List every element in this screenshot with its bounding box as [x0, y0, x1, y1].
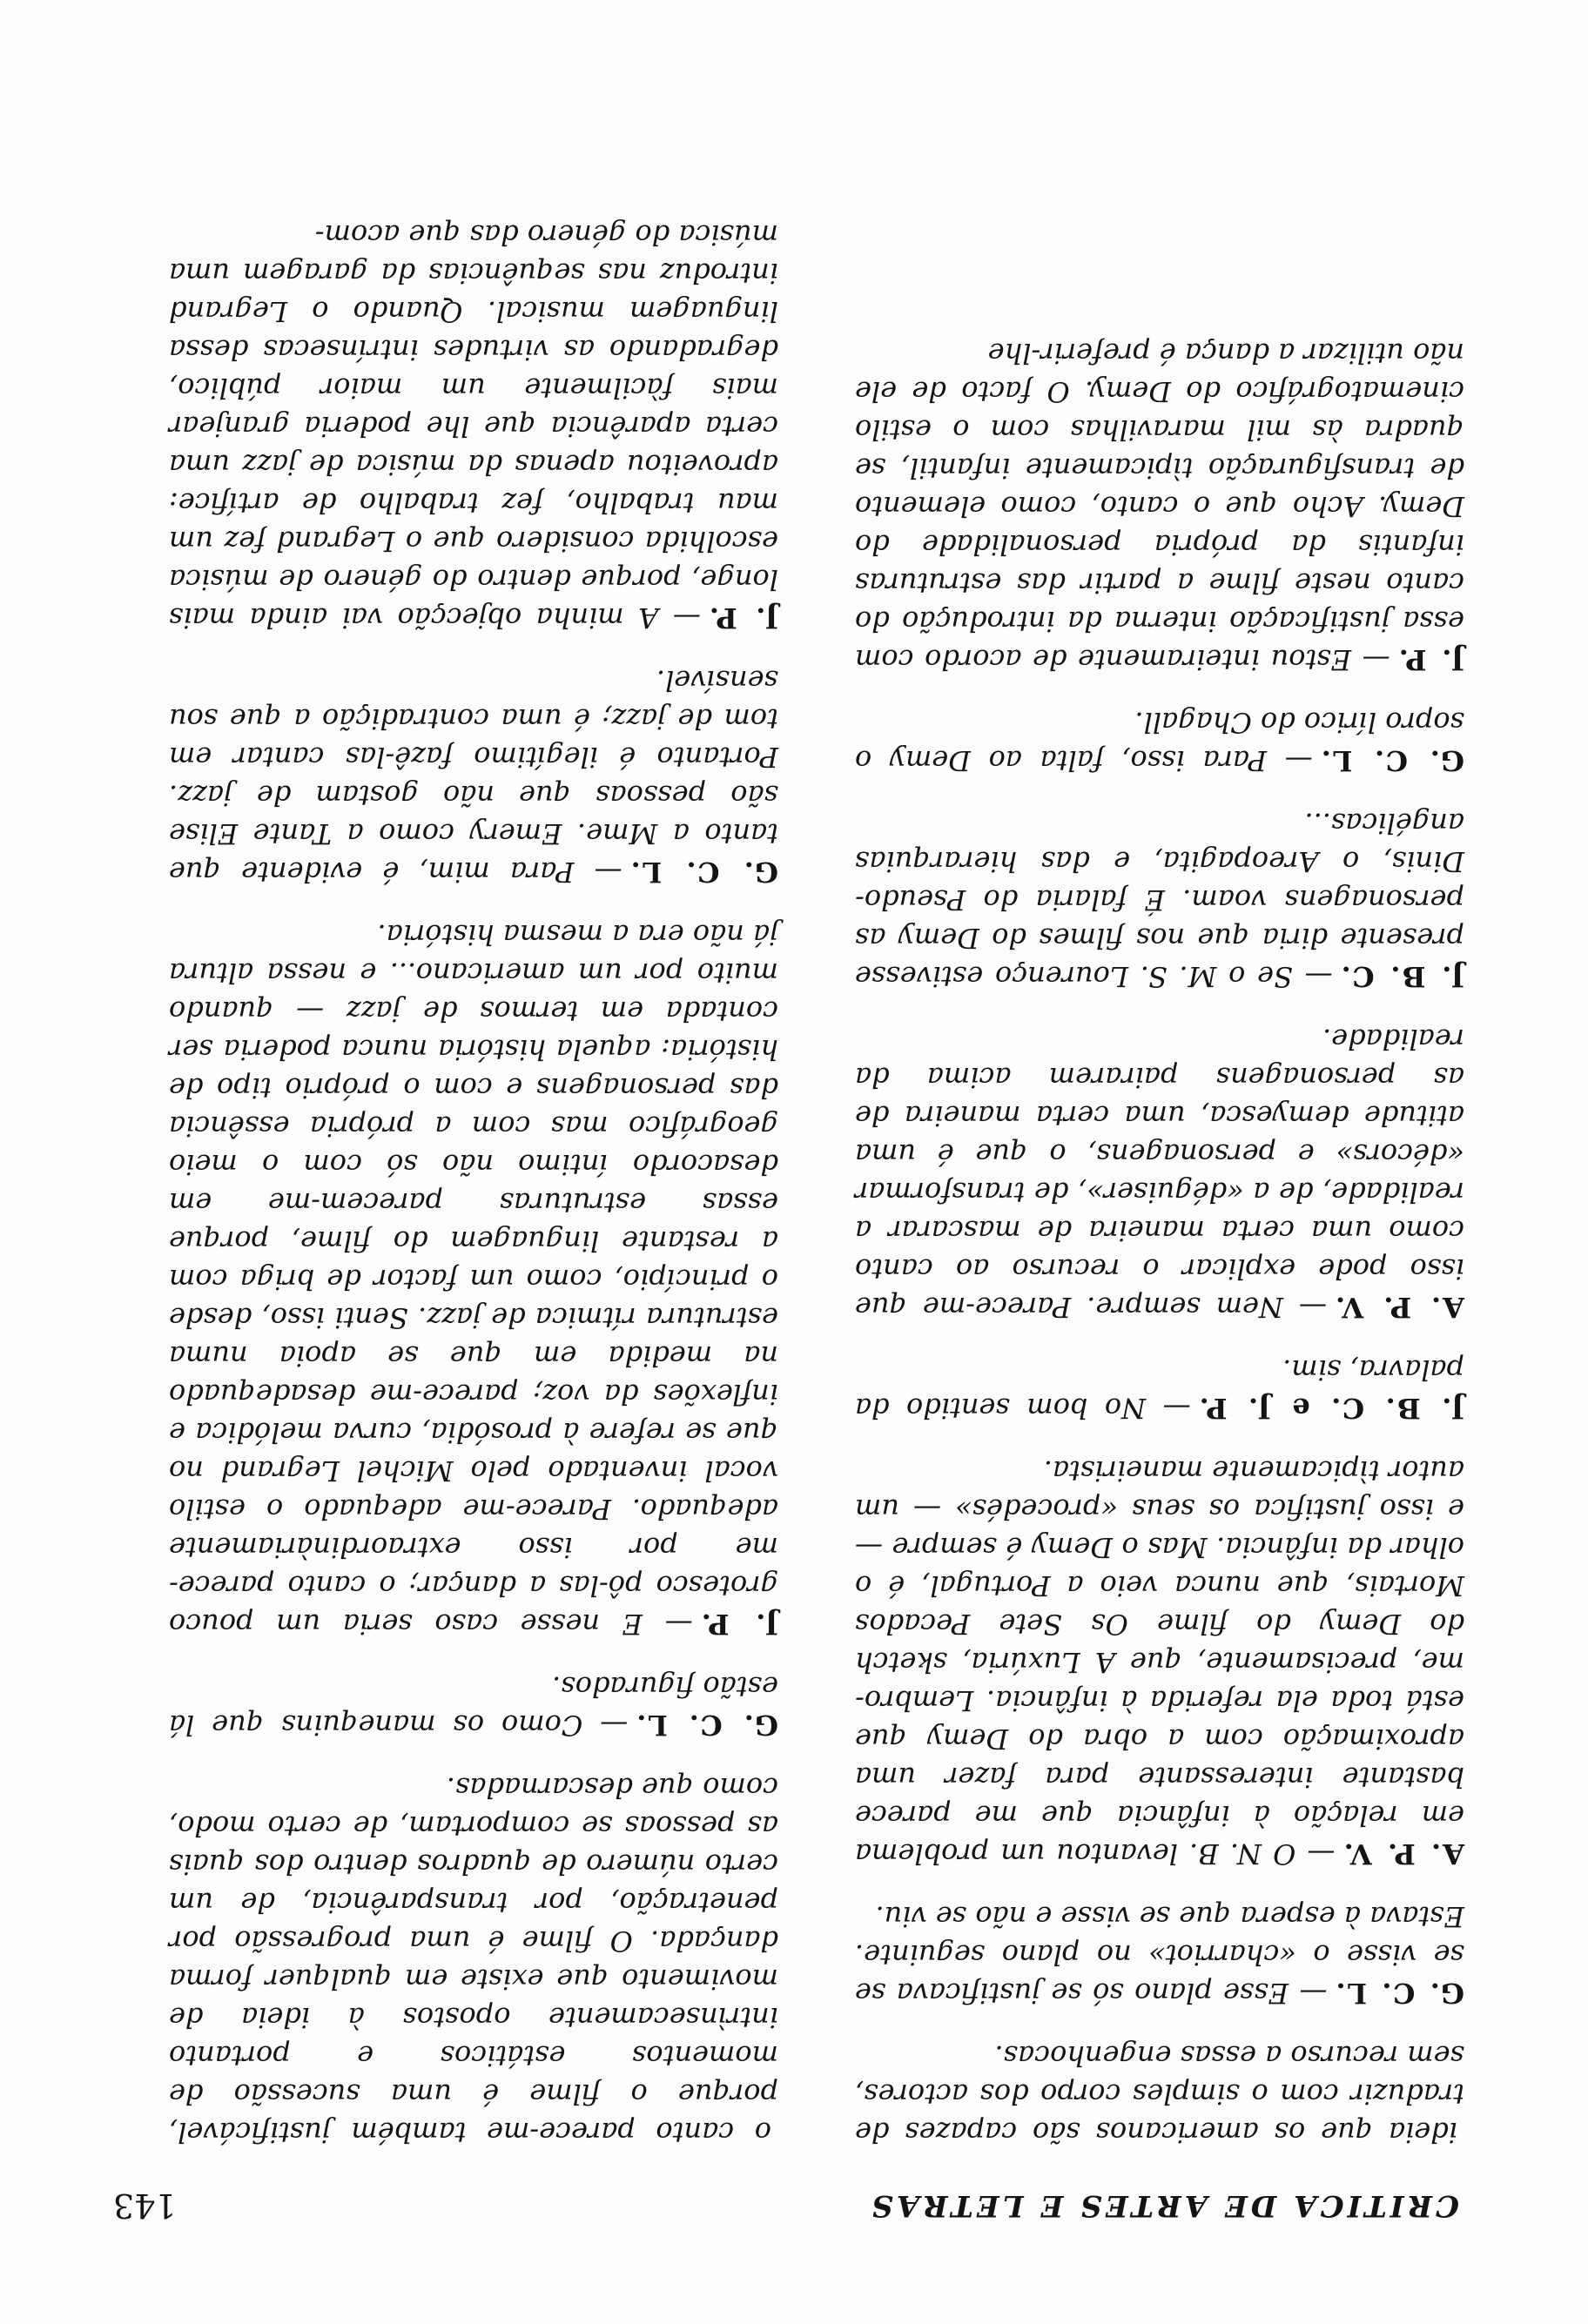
paragraph [169, 1769, 778, 2152]
running-title: CRITICA DE ARTES E LETRAS [868, 2188, 1459, 2223]
paragraph-text: — Como os manequins que lá estão figurados. [168, 1670, 778, 1742]
paragraph [169, 1668, 778, 1744]
paragraph [855, 1351, 1464, 1427]
speaker-label: J. B. C. [1339, 960, 1464, 993]
speaker-label: J. P. [1396, 643, 1464, 676]
speaker-label: A. P. V. [1342, 1837, 1464, 1871]
paragraph [855, 1897, 1464, 2012]
paragraph-text: — O N. B. levantou um problema em relação à infância que me parece bastante interessante para fazer uma aproximação com a obra do Demy que está toda ela referida à infância. Lembro-me, precisamente, que A Luxúria, sketch do Demy do filme Os Sete Pecados Mortais, que nunca veio a Portugal, é o olhar da infância. Mas o Demy é sempre — e isso justifica os seus «procedés» — um autor tìpicamente maneirista. [854, 1454, 1464, 1871]
paragraph-text: — No bom sentido da palavra, sim. [854, 1353, 1464, 1425]
paragraph-text: — E nesse caso seria um pouco grotesco pô-las a dançar; o canto parece-me por isso extraordinàriamente adequado. Parece-me adequado o estilo vocal inventado pelo Michel Legrand no que se refere à prosódia, curva melódica e inflexões da voz; parece-me desadequado na medida em que se apoia numa estrutura rítmica de jazz. Senti isso, desde o princípio, como um factor de briga com a restante linguagem do filme, porque essas estruturas parecem-me em desacordo íntimo não só com o meio geográfico mas com a própria essência das personagens e com o próprio tipo de história: aquela história nunca poderia ser contada em termos de jazz — quando muito por um americano... e nessa altura já não era a mesma história. [169, 918, 778, 1641]
speaker-label: J. P. [699, 1608, 778, 1641]
paragraph [855, 2037, 1464, 2152]
paragraph-text: — Estou inteiramente de acordo com essa justificação interna da introdução do canto neste filme a partir das estruturas infantis da própria personalidade do Demy. Acho que o canto, como elemento de transfiguração tìpicamente infantil, se quadra às mil maravilhas com o estilo cinematográfico do Demy. O facto de ele não utilizar a dança é preferir-lhe [854, 337, 1464, 676]
paragraph [855, 703, 1464, 780]
paragraph-text: — Se o M. S. Lourenço estivesse presente diria que nos filmes do Demy as personagens voam. É falaria do Pseudo-Dinis, o Areopagita, e das hierarquias angélicas... [854, 807, 1464, 993]
paragraph-text: — Esse plano só se justificava se se visse o «charriot» no plano seguinte. Estava à espera que se visse e não se viu. [854, 1900, 1464, 2010]
paragraph-text: — Para isso, falta ao Demy o sopro lírico do Chagall. [854, 706, 1464, 777]
speaker-label: A. P. V. [1333, 1291, 1464, 1324]
paragraph [169, 216, 778, 637]
paragraph [855, 804, 1464, 996]
paragraph-text: o canto parece-me também justificável, porque o filme é uma sucessão de momentos estáticos e portanto intrìnsecamente opostos à ideia de movimento que existe em qualquer forma dançada. O filme é uma progressão por penetração, por transparência, de um certo número de quadros dentro dos quais as pessoas se comportam, de certo modo, como que descarnadas. [169, 1771, 778, 2149]
paragraph [169, 916, 778, 1643]
text-column-right [169, 191, 778, 2152]
paragraph-text: ideia que os americanos são capazes de traduzir com o simples corpo dos actores, sem recurso a essas engenhocas. [855, 2039, 1464, 2149]
paragraph-text: — A minha objecção vai ainda mais longe, porque dentro do género de música escolhida considero que o Legrand fez um mau trabalho, fez trabalho de artífice: aproveitou apenas da música de jazz uma certa aparência que lhe poderia granjear mais fàcilmente um maior público, degradando as virtudes intrínsecas dessa linguagem musical. Quando o Legrand introduz nas sequências da garagem uma música do género das que acom- [168, 218, 778, 635]
paragraph-text: — Nem sempre. Parece-me que isso pode explicar o recurso ao canto como uma certa maneira de mascarar a realidade, de a «déguiser», de transformar «décors» e personagens, o que é uma atitude demyesca, uma certa maneira de as personagens pairarem acima da realidade. [854, 1023, 1464, 1324]
speaker-label: J. B. C. e J. P. [1197, 1392, 1464, 1425]
page-number: 143 [113, 2186, 177, 2225]
running-head [101, 2178, 1459, 2230]
speaker-label: J. P. [707, 601, 778, 635]
speaker-label: G. C. L. [1334, 1977, 1464, 2010]
speaker-label: G. C. L. [1319, 744, 1464, 777]
paragraph [855, 334, 1464, 679]
paragraph [855, 1020, 1464, 1327]
speaker-label: G. C. L. [629, 856, 778, 889]
paragraph [855, 1452, 1464, 1873]
speaker-label: G. C. L. [635, 1709, 778, 1742]
paragraph [169, 662, 778, 891]
paragraph-text: — Para mim, é evidente que tanto a Mme. Emery como a Tante Elise são pessoas que não gostam de jazz. Portanto é ilegítimo fazê-las cantar em tom de jazz; é uma contradição a que sou sensível. [168, 664, 778, 889]
text-column-left [855, 310, 1464, 2152]
